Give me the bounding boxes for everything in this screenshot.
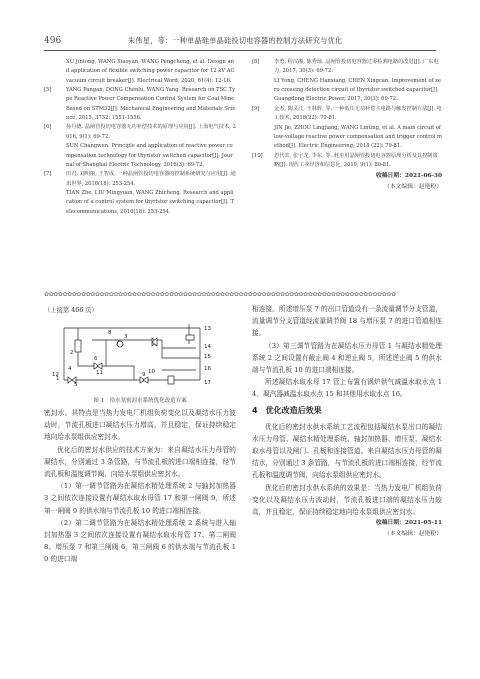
editor-top: （本文编辑：赵艳粉） xyxy=(384,183,442,190)
diagram-label-7: 7 xyxy=(116,340,120,346)
reference-number xyxy=(252,77,274,105)
reference-number xyxy=(44,58,66,86)
section-4-title: 4 优化改造后效果 xyxy=(252,405,322,415)
diagram-label-16: 16 xyxy=(204,366,211,372)
reference-text: YANG Pangan, DONG Chenlu, WANG Yang. Research on TSC Type Reactive Power Compensation Control System for Coal Mine Based on STM32[J]. Mechanical Engineering and Materials Science, 2015, 3752: 1551-1556. xyxy=(66,87,236,121)
editor-bottom: （本文编辑：赵艳粉） xyxy=(384,531,442,538)
body-paragraph: 相连接。所述增压泵 7 的出口管道设有一条流量调节分支管道，流量调节分支管道经流量调节阀 18 与增压泵 7 的进口管道相连接。 xyxy=(252,305,442,338)
reference-item xyxy=(252,105,442,124)
header-rule xyxy=(44,50,436,51)
page-number: 496 xyxy=(44,36,62,46)
reference-text: 李勇, 程汉湘, 陈秀灿. 晶闸管投切电容器过零检测电路的改进[J]. 广东电力, 2017, 30(3): 69-72. xyxy=(274,59,439,75)
reference-number: [10] xyxy=(252,152,263,159)
diagram-label-3: 3 xyxy=(124,334,128,340)
diagram-label-17: 17 xyxy=(204,380,211,386)
reference-text: JIN Jie, ZHOU Lingjiang, WANG Linting, et al. A main circuit of low-voltage reactive power compensation and trigger control method[J]. Electric Engineering, 2018 (22): 79-81. xyxy=(274,124,442,150)
reference-text: 金杰, 陶灵江, 王林辉, 等. 一种低压无功补偿主电路与触发控制方法[J]. 电工技术, 2018(22): 79-81. xyxy=(274,105,442,122)
reference-number xyxy=(252,124,274,152)
reference-text: LI Yong, CHENG Hanxiang, CHEN Xingcan. Improvement of zero crossing detection circuit of thyristor switched capacitor[J]. Guangdong Electric Power, 2017, 30(3): 69-72. xyxy=(274,77,441,103)
reference-text: XU Jintong, WANG Xiaoyan, WANG Pengcheng, et al. Design and application of flexible switching power capacitor for 12 kV AC vacuum circuit breaker[J]. Electrical Word, 2020, 61(4): 12-16. xyxy=(66,59,235,84)
diagram-label-9: 9 xyxy=(142,372,146,378)
reference-number xyxy=(44,142,66,170)
section-4-para-2: 优化后的密封水供水系统的效果是：当热力发电厂机组负荷变化以及凝结水压力波动时，节流孔板进口端的凝结水压力较高，并且稳定，保证持续稳定地向给水泵组供应密封水。 xyxy=(252,483,442,517)
diagram-label-12: 12 xyxy=(52,372,59,378)
reference-text: 孙丹德. 晶闸管投切电容器无功补偿技术的原理与应用[J]. 上海电气技术, 2016, 9(1): 69-72. xyxy=(66,124,236,140)
diagram-label-2: 2 xyxy=(70,350,74,356)
reference-number: [9] xyxy=(252,105,260,112)
reference-item xyxy=(44,58,236,86)
reference-item xyxy=(44,170,236,189)
received-date-bottom: 收稿日期：2021-05-11 xyxy=(375,520,442,527)
reference-text: 恩代其, 张宇龙, 李东, 等. 耗车用晶闸管投切电容器原理分析及其控制策略[J]. 现代工业经济和信息化, 2019, 9(1): 80-81. xyxy=(274,152,438,169)
diagram-label-11: 11 xyxy=(96,370,103,376)
body-paragraph: （1）第一调节管路为在凝结水精处理系统 2 与轴封加热器 3 之间依次连接设置有凝结水取水母管 17 和第一闸阀 9，所述第一闸阀 9 的供水端与节流孔板 10 的进口端相连接。 xyxy=(44,482,236,515)
diagram-label-13: 13 xyxy=(204,326,211,332)
reference-item xyxy=(44,189,236,217)
reference-number xyxy=(44,189,66,217)
diagram-label-10: 10 xyxy=(148,369,155,375)
body-paragraph: 密封水。其特点是当热力发电厂机组负荷变化以及凝结水压力波动时，节流孔板进口凝结水压力增高，并且稳定，保证持续稳定地向给水泵组供应密封水。 xyxy=(44,409,236,442)
diagram-label-1: 1 xyxy=(56,376,60,382)
reference-item xyxy=(44,86,236,123)
reference-text: 田君, 刘明丽, 王智成. 一种晶闸管投切电容器的控制系统研究与应用[J]. 通讯世界, 2016(18): 253-254. xyxy=(66,171,236,187)
section-4-para-1: 优化后的密封水供水系统工艺流程包括凝结水泵出口的凝结水压力母管、凝结水精处理系统、轴封加热器、增压泵、凝结水取水母管以及闸门、孔板和连接管道。来自凝结水压力母管的凝结水，分别通过 3 条管路，与节流孔板的进口端相连接，经节流孔板和温度调节阀，向给水泵组供应密封水。 xyxy=(252,422,442,480)
references-left xyxy=(44,58,236,217)
diagram-label-14: 14 xyxy=(204,344,211,350)
reference-item xyxy=(252,58,442,77)
references-right xyxy=(252,58,442,193)
reference-item xyxy=(252,124,442,152)
diagram-label-15: 15 xyxy=(204,354,211,360)
body-paragraph: （3）第三调节管路为在凝结水压力母管 1 与凝结水精处理系统 2 之间设置有截止阀 4 和逆止阀 5，所述逆止阀 5 的供水端与节流孔板 10 的进口端相连接。 xyxy=(252,341,442,375)
reference-item xyxy=(44,142,236,170)
reference-number: [7] xyxy=(44,171,52,178)
body-paragraph: （2）第二调节管路为在凝结水精处理系统 2 系统与进入轴封加热器 3 之间依次连接设置有凝结水取水母管 17、第二闸阀 8、增压泵 7 和第三闸阀 6，第三闸阀 6 的供水端与节流孔板 10 的进口端 xyxy=(44,518,236,564)
body-paragraph: 优化后的密封水供应的技术方案为：来自凝结水压力母管的凝结水，分别通过 3 条管路，与节流孔板的进口端相连接，经节流孔板和温度调节阀，向给水泵组供应密封水。 xyxy=(44,445,236,479)
reference-number: [8] xyxy=(252,59,260,65)
body-left-column xyxy=(44,407,236,566)
continued-from: （上接第 466 页） xyxy=(44,307,98,314)
diagram-label-6: 6 xyxy=(94,356,98,362)
body-paragraph: 所述凝结水取水母 17 管上布置有锅炉供气减温水取水点 14、凝汽器减温水取水点 15 和其他用水取水点 16。 xyxy=(252,378,442,399)
figure-caption: 图 1 给水泵密封水系统优化改造方案 xyxy=(93,398,187,404)
diagram-label-8: 8 xyxy=(108,330,112,336)
reference-number: [6] xyxy=(44,124,52,131)
reference-text: TIAN Zhe, LIU Mingyuan, WANG Zhicheng. Research and application of a control system for thyristor switching capacitor[J]. Telecommunications, 2016(18): 253-254. xyxy=(66,190,234,215)
received-date-top: 收稿日期：2021-06-30 xyxy=(375,172,442,179)
article-divider: ✿✿✿✿✿✿✿✿✿✿✿✿✿✿✿✿✿✿✿✿✿✿✿✿✿✿✿✿✿✿✿✿✿✿✿✿✿✿✿✿✿✿✿✿✿✿✿✿✿✿✿✿✿✿✿✿✿✿✿✿✿✿✿✿✿✿✿✿✿✿✿✿✿✿✿✿ xyxy=(44,292,396,298)
body-right-column xyxy=(252,303,442,540)
reference-text: SUN Changwen. Principle and application of reactive power compensation technology for thyristor switched capacitor[J]. Journal of Shanghai Electric Technology, 2016(3): 69-72. xyxy=(66,143,233,168)
system-diagram xyxy=(44,318,236,392)
diagram-label-5: 5 xyxy=(74,382,78,388)
reference-item xyxy=(252,77,442,105)
reference-number: [5] xyxy=(44,87,52,94)
reference-item xyxy=(252,152,442,171)
reference-item xyxy=(44,123,236,142)
running-title: 朱伟星，等：一种单晶硅单晶硅投切电容器的控制方法研究与优化 xyxy=(128,36,343,45)
diagram-label-4: 4 xyxy=(68,366,72,372)
